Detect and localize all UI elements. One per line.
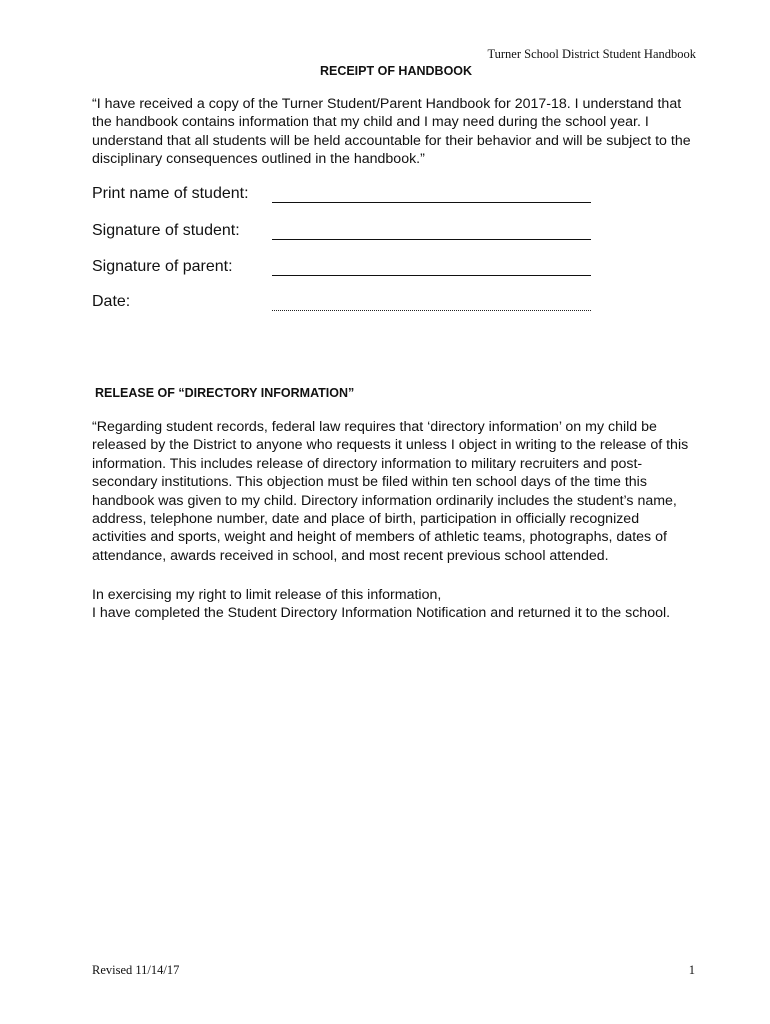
student-name-line[interactable]: [272, 202, 591, 203]
field-parent-signature: [92, 258, 612, 278]
receipt-statement: “I have received a copy of the Turner Student/Parent Handbook for 2017-18. I understand that the handbook contains information that my child and I may need during the school year. I understand that all students will be held accountable for their behavior and will be subject to the disciplinary consequences outlined in the handbook.”: [92, 96, 691, 168]
field-student-signature: [92, 222, 612, 242]
field-date-label: Date:: [92, 293, 131, 310]
field-student-name: [92, 185, 612, 205]
release-exercise-text: [92, 586, 692, 623]
field-parent-signature-label: Signature of parent:: [92, 258, 233, 275]
release-exercise-line-2: I have completed the Student Directory Information Notification and returned it to the school.: [92, 605, 671, 622]
field-student-name-label: Print name of student:: [92, 185, 249, 202]
student-signature-line[interactable]: [272, 239, 591, 240]
field-date: [92, 293, 612, 313]
release-body: “Regarding student records, federal law requires that ‘directory information’ on my child be released by the District to anyone who requests it unless I object in writing to the release of this information. This includes release of directory information to military recruiters and post-secondary institutions. This objection must be filed within ten school days of the time this handbook was given to my child. Directory information ordinarily includes the student’s name, address, telephone number, date and place of birth, participation in officially recognized activities and sports, weight and height of members of athletic teams, photographs, dates of attendance, awards received in school, and most recent previous school attended.: [92, 419, 689, 564]
field-student-signature-label: Signature of student:: [92, 222, 240, 239]
header-handbook-title: Turner School District Student Handbook: [487, 47, 696, 61]
date-line[interactable]: [272, 310, 591, 311]
page-title: RECEIPT OF HANDBOOK: [319, 64, 473, 78]
revised-date: Revised 11/14/17: [92, 963, 180, 977]
parent-signature-line[interactable]: [272, 275, 591, 276]
page-number: 1: [688, 963, 695, 977]
release-exercise-line-1: In exercising my right to limit release of this information,: [92, 587, 442, 603]
release-heading: RELEASE OF “DIRECTORY INFORMATION”: [95, 386, 355, 400]
